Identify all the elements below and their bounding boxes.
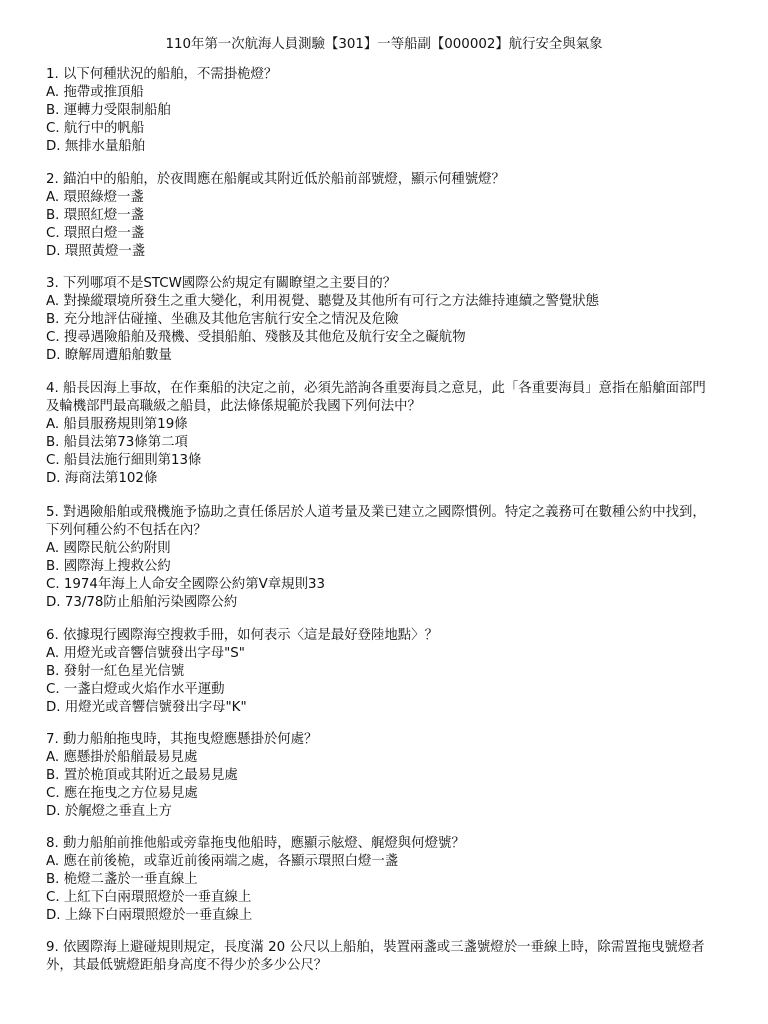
option-c: C. 搜尋遇險船舶及飛機、受損船舶、殘骸及其他危及航行安全之礙航物 xyxy=(46,330,466,345)
option-b: B. 環照紅燈一盞 xyxy=(46,208,145,223)
page-title: 110年第一次航海人員測驗【301】一等船副【000002】航行安全與氣象 xyxy=(165,37,603,52)
option-d: D. 環照黃燈一盞 xyxy=(46,244,146,259)
question-text: 8. 動力船舶前推他船或旁靠拖曳他船時，應顯示舷燈、艉燈與何燈號？ xyxy=(46,836,465,851)
option-a: A. 船員服務規則第19條 xyxy=(46,417,188,432)
question-text: 3. 下列哪項不是STCW國際公約規定有關瞭望之主要目的？ xyxy=(46,276,397,291)
question-3 xyxy=(46,275,718,365)
option-c: C. 1974年海上人命安全國際公約第V章規則33 xyxy=(46,577,325,592)
option-b: B. 運轉力受限制船舶 xyxy=(46,103,171,118)
question-text: 5. 對遇險船舶或飛機施予協助之責任係居於人道考量及業已建立之國際慣例。特定之義務可在數種公約中找到，下列何種公約不包括在內？ xyxy=(46,505,706,538)
option-a: A. 環照綠燈一盞 xyxy=(46,190,144,205)
option-c: C. 應在拖曳之方位易見處 xyxy=(46,786,198,801)
question-7 xyxy=(46,731,718,821)
option-d: D. 上綠下白兩環照燈於一垂直線上 xyxy=(46,908,253,923)
option-a: A. 國際民航公約附則 xyxy=(46,541,171,556)
option-c: C. 船員法施行細則第13條 xyxy=(46,453,202,468)
option-a: A. 對操縱環境所發生之重大變化，利用視覺、聽覺及其他所有可行之方法維持連續之警覺狀態 xyxy=(46,294,600,309)
question-text: 2. 錨泊中的船舶，於夜間應在船艉或其附近低於船前部號燈，顯示何種號燈？ xyxy=(46,172,505,187)
question-text: 6. 依據現行國際海空搜救手冊，如何表示〈這是最好登陸地點〉？ xyxy=(46,628,438,643)
question-6 xyxy=(46,627,718,717)
option-b: B. 置於桅頂或其附近之最易見處 xyxy=(46,768,238,783)
option-c: C. 航行中的帆船 xyxy=(46,121,145,136)
option-d: D. 海商法第102條 xyxy=(46,471,158,486)
option-b: B. 充分地評估碰撞、坐礁及其他危害航行安全之情況及危險 xyxy=(46,312,399,327)
question-5 xyxy=(46,504,718,612)
option-b: B. 桅燈二盞於一垂直線上 xyxy=(46,872,198,887)
option-b: B. 船員法第73條第二項 xyxy=(46,435,188,450)
option-b: B. 國際海上搜救公約 xyxy=(46,559,171,574)
option-d: D. 無排水量船舶 xyxy=(46,139,146,154)
question-text: 4. 船長因海上事故，在作棄船的決定之前，必須先諮詢各重要海員之意見，此「各重要海員」意指在船艙面部門及輪機部門最高職級之船員，此法條係規範於我國下列何法中？ xyxy=(46,381,706,414)
question-8 xyxy=(46,835,718,925)
option-b: B. 發射一紅色星光信號 xyxy=(46,664,185,679)
option-a: A. 用燈光或音響信號發出字母"S" xyxy=(46,646,245,661)
option-d: D. 用燈光或音響信號發出字母"K" xyxy=(46,700,247,715)
question-9 xyxy=(46,939,718,975)
option-d: D. 瞭解周遭船舶數量 xyxy=(46,348,172,363)
question-2 xyxy=(46,171,718,261)
question-4 xyxy=(46,380,718,488)
option-a: A. 應在前後桅，或靠近前後兩端之處，各顯示環照白燈一盞 xyxy=(46,854,399,869)
option-c: C. 環照白燈一盞 xyxy=(46,226,145,241)
option-a: A. 應懸掛於船艏最易見處 xyxy=(46,750,198,765)
option-c: C. 上紅下白兩環照燈於一垂直線上 xyxy=(46,890,252,905)
option-d: D. 於艉燈之垂直上方 xyxy=(46,804,172,819)
option-d: D. 73/78防止船舶污染國際公約 xyxy=(46,595,238,610)
question-text: 7. 動力船舶拖曳時，其拖曳燈應懸掛於何處？ xyxy=(46,732,318,747)
question-1 xyxy=(46,66,718,156)
option-a: A. 拖帶或推頂船 xyxy=(46,85,144,100)
question-text: 9. 依國際海上避碰規則規定，長度滿 20 公尺以上船舶，裝置兩盞或三盞號燈於一垂線上時，除需置拖曳號燈者外，其最低號燈距船身高度不得少於多少公尺？ xyxy=(46,940,705,973)
question-text: 1. 以下何種狀況的船舶，不需掛桅燈？ xyxy=(46,67,278,82)
option-c: C. 一盞白燈或火焰作水平運動 xyxy=(46,682,225,697)
